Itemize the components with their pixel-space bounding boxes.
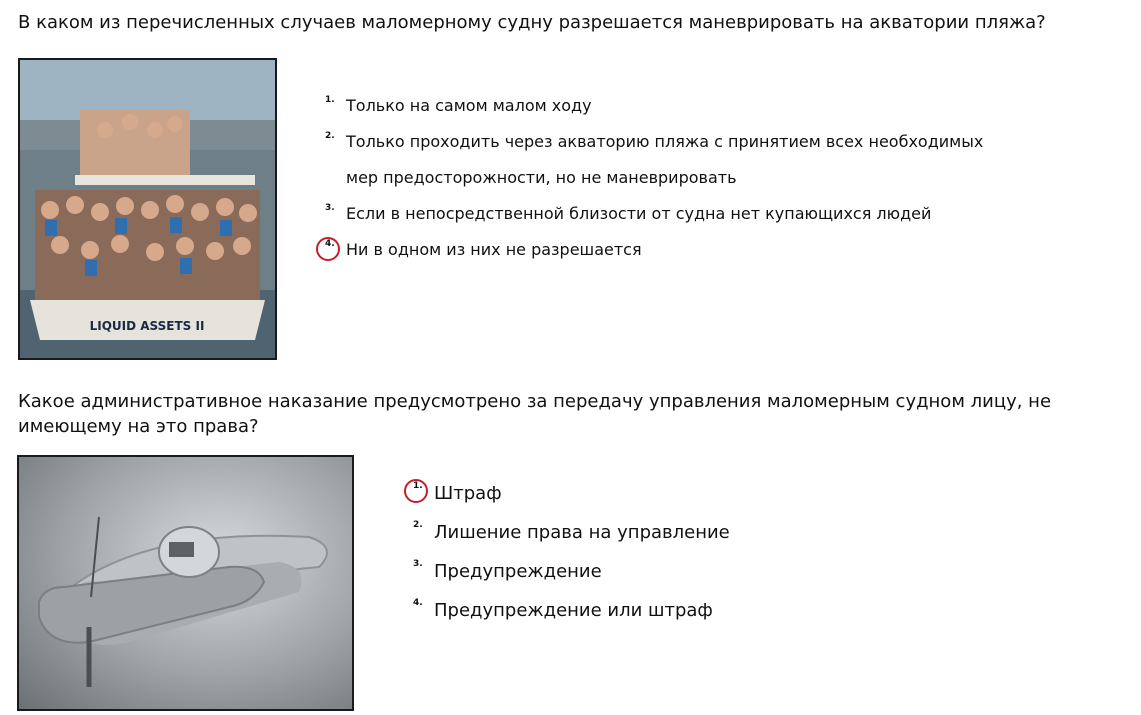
answer-text: Штраф [434,483,502,504]
answer-option[interactable] [408,591,908,630]
answer-text: Только проходить через акваторию пляжа с принятием всех необходимых [346,132,984,151]
answer-number: 2. [413,520,423,530]
answer-option[interactable] [408,552,908,591]
answer-option[interactable] [320,88,1020,124]
answer-option[interactable] [320,196,1020,232]
boat-name-label: LIQUID ASSETS II [89,319,205,333]
answer-option[interactable] [408,513,908,552]
answer-text: Ни в одном из них не разрешается [346,240,642,259]
answer-option[interactable] [320,124,1020,160]
question-2-title: Какое административное наказание предусмотрено за передачу управления маломерным судном лицу, не имеющему на это права? [18,391,1052,437]
answer-number: 4. [413,598,423,608]
answer-number: 3. [325,203,335,213]
question-2-answers [408,474,908,630]
party-boat-illustration [20,60,275,358]
answer-number: 1. [325,95,335,105]
answer-text: Если в непосредственной близости от судна нет купающихся людей [346,204,932,223]
answer-number: 4. [325,239,335,249]
answer-text: Лишение права на управление [434,522,730,543]
answer-number: 3. [413,559,423,569]
answer-text: мер предосторожности, но не маневрировать [346,168,737,187]
answer-option-selected[interactable] [320,232,1020,268]
answer-text: Только на самом малом ходу [346,96,592,115]
answer-option-continuation [320,160,1020,196]
answer-number: 1. [413,481,423,491]
answer-text: Предупреждение [434,561,602,582]
answer-number: 2. [325,131,335,141]
question-1-answers [320,88,1020,268]
answer-text: Предупреждение или штраф [434,600,713,621]
inflatable-boat-illustration [19,457,352,709]
inflatable-boat-photo [17,455,354,711]
question-1-title: В каком из перечисленных случаев маломерному судну разрешается маневрировать на акватории пляжа? [18,12,1046,33]
party-boat-photo [18,58,277,360]
answer-option-selected[interactable] [408,474,908,513]
